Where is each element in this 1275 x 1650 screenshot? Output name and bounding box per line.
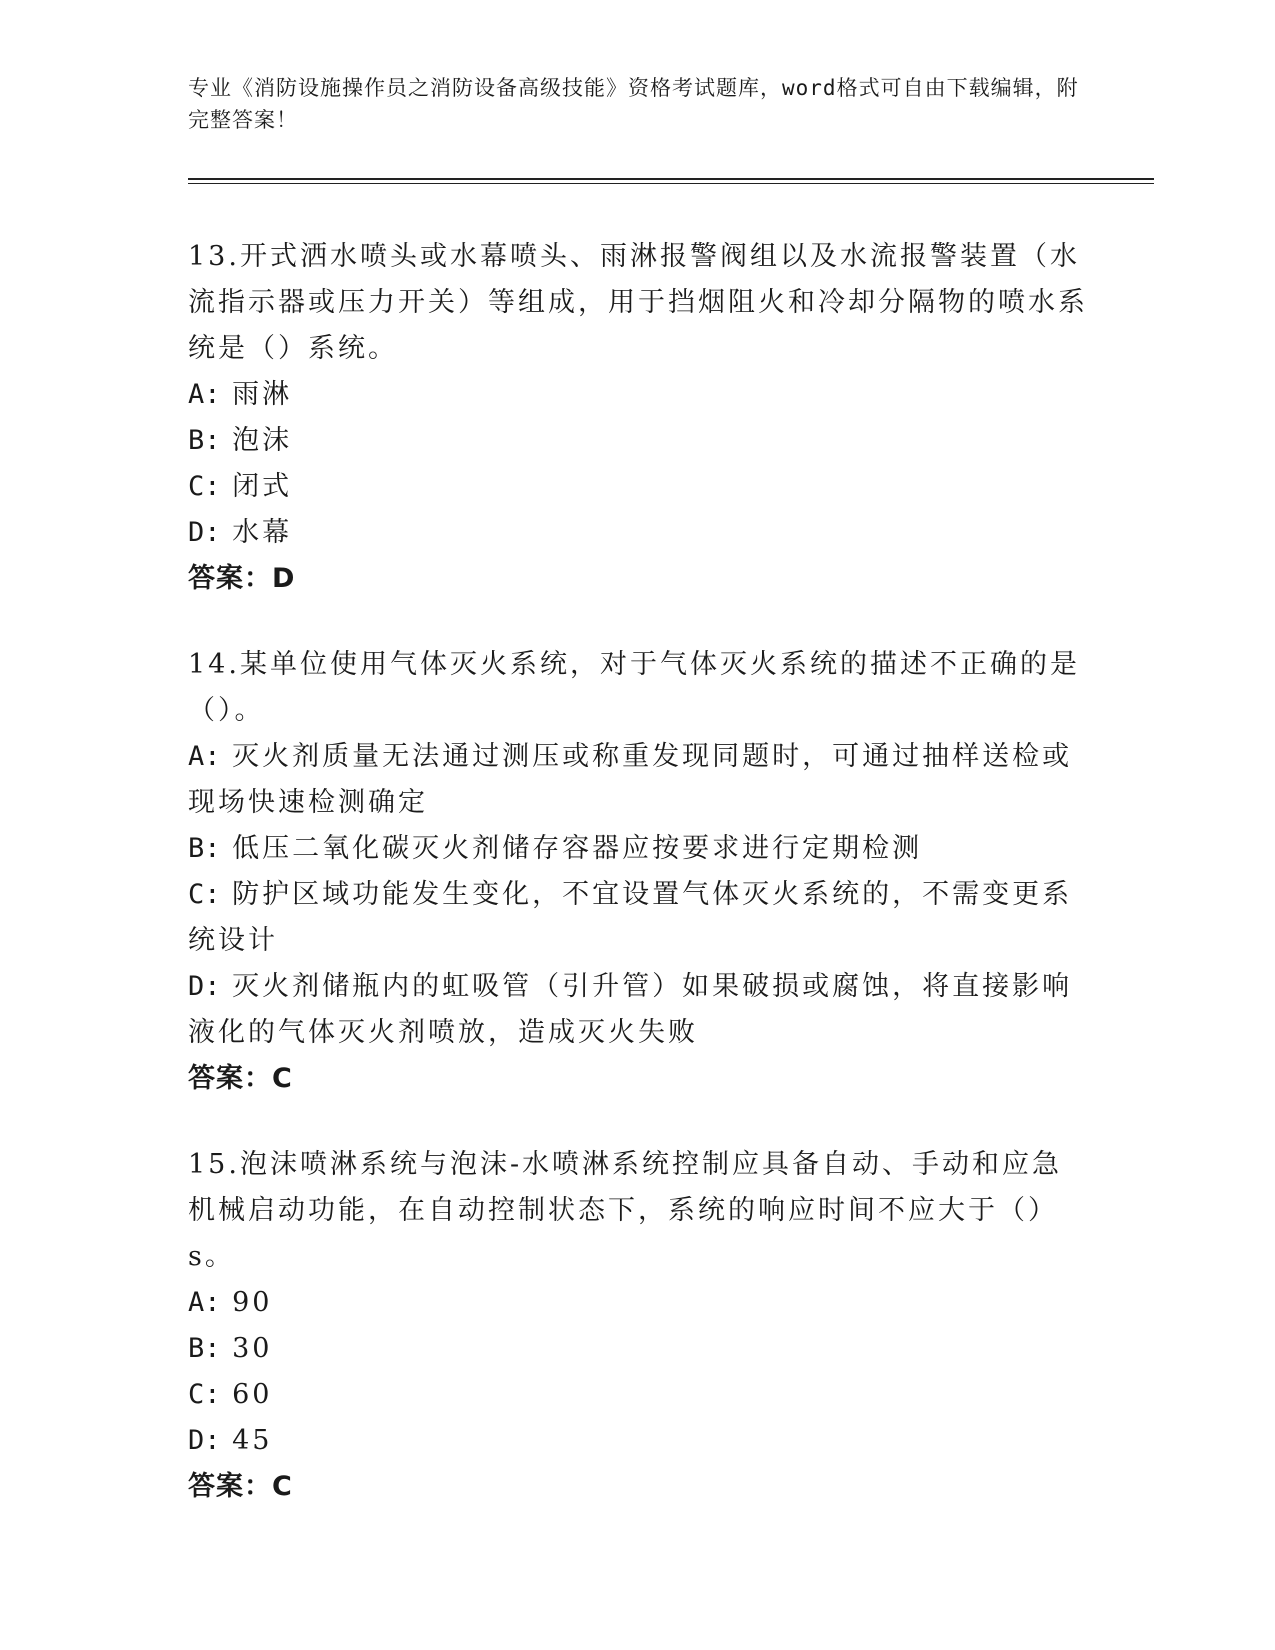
option-a — [188, 734, 1088, 826]
option-text: 45 — [232, 1425, 273, 1456]
option-letter: A: — [188, 741, 221, 772]
option-letter: C: — [188, 879, 221, 910]
answer: 答案：C — [188, 1063, 293, 1094]
option-d — [188, 510, 1088, 556]
option-text: 泡沫 — [232, 425, 293, 456]
option-text: 低压二氧化碳灭火剂储存容器应按要求进行定期检测 — [232, 833, 923, 864]
option-text: 雨淋 — [232, 379, 293, 410]
option-text: 30 — [232, 1333, 273, 1364]
option-letter: B: — [188, 833, 221, 864]
option-d — [188, 1418, 1088, 1464]
option-text: 灭火剂储瓶内的虹吸管（引升管）如果破损或腐蚀，将直接影响液化的气体灭火剂喷放，造成灭火失败 — [188, 971, 1073, 1048]
option-letter: A: — [188, 379, 221, 410]
option-text: 60 — [232, 1379, 273, 1410]
option-c — [188, 872, 1088, 964]
option-text: 闭式 — [232, 471, 293, 502]
option-text: 灭火剂质量无法通过测压或称重发现同题时，可通过抽样送检或现场快速检测确定 — [188, 741, 1073, 818]
option-letter: D: — [188, 517, 221, 548]
option-c — [188, 1372, 1088, 1418]
answer: 答案：C — [188, 1471, 293, 1502]
option-text: 防护区域功能发生变化，不宜设置气体灭火系统的，不需变更系统设计 — [188, 879, 1073, 956]
document-header: 专业《消防设施操作员之消防设备高级技能》资格考试题库，word格式可自由下载编辑，附完整答案！ — [188, 76, 1079, 132]
option-text: 水幕 — [232, 517, 293, 548]
answer: 答案：D — [188, 563, 296, 594]
option-a — [188, 372, 1088, 418]
option-c — [188, 464, 1088, 510]
header-divider-thin — [188, 183, 1154, 184]
option-b — [188, 826, 1088, 872]
question-text: 14.某单位使用气体灭火系统，对于气体灭火系统的描述不正确的是（）。 — [188, 649, 1080, 726]
question-14 — [188, 642, 1088, 1102]
option-letter: B: — [188, 1333, 221, 1364]
option-letter: A: — [188, 1287, 221, 1318]
option-letter: C: — [188, 471, 221, 502]
option-a — [188, 1280, 1088, 1326]
option-text: 90 — [232, 1287, 273, 1318]
option-letter: D: — [188, 1425, 221, 1456]
option-b — [188, 418, 1088, 464]
question-list — [188, 234, 1088, 1550]
option-letter: B: — [188, 425, 221, 456]
header-divider-thick — [188, 178, 1154, 180]
option-d — [188, 964, 1088, 1056]
option-letter: D: — [188, 971, 221, 1002]
question-text: 15.泡沫喷淋系统与泡沫-水喷淋系统控制应具备自动、手动和应急机械启动功能，在自动控制状态下，系统的响应时间不应大于（）s。 — [188, 1149, 1063, 1272]
question-13 — [188, 234, 1088, 602]
option-b — [188, 1326, 1088, 1372]
option-letter: C: — [188, 1379, 221, 1410]
question-text: 13.开式洒水喷头或水幕喷头、雨淋报警阀组以及水流报警装置（水流指示器或压力开关）等组成，用于挡烟阻火和冷却分隔物的喷水系统是（）系统。 — [188, 241, 1088, 364]
question-15 — [188, 1142, 1088, 1510]
